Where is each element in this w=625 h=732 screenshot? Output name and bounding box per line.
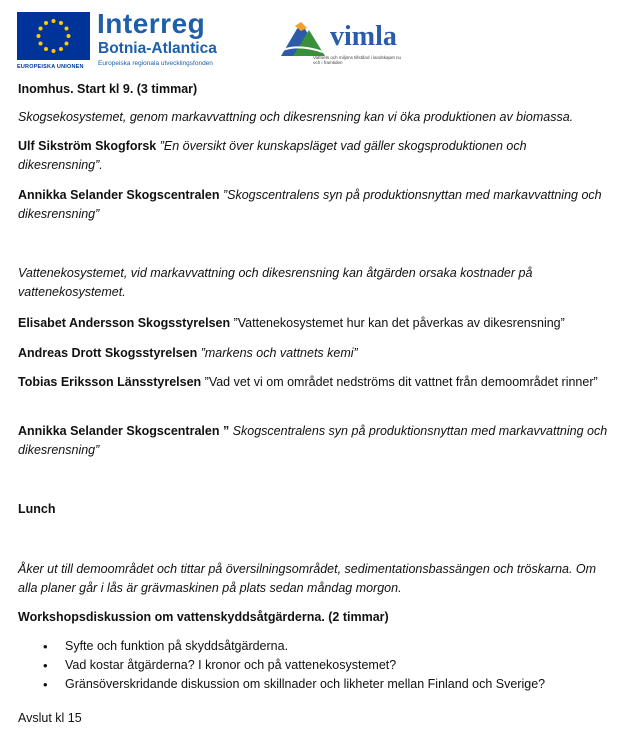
list-item: • Gränsöverskridande diskussion om skillnader och likheter mellan Finland och Sverige? bbox=[18, 675, 610, 694]
excursion-text: Åker ut till demoområdet och tittar på översilningsområdet, sedimentationsbassängen och tröskarna. Om alla planer går i lås är grävmaskinen på plats sedan måndag morgon. bbox=[18, 562, 597, 595]
talk-1-speaker: Ulf Sikström Skogforsk bbox=[18, 139, 157, 153]
talk-3-title: ”Vattenekosystemet hur kan det påverkas av dikesrensning” bbox=[230, 316, 565, 330]
talk-2-speaker: Annikka Selander Skogscentralen bbox=[18, 188, 220, 202]
session-heading: Inomhus. Start kl 9. (3 timmar) bbox=[18, 82, 198, 96]
interreg-logo-title: Interreg bbox=[97, 8, 206, 39]
talk-5-title: ”Vad vet vi om området nedströms dit vattnet från demoområdet rinner” bbox=[201, 375, 598, 389]
vimla-mountain-icon bbox=[279, 18, 335, 58]
eu-caption: EUROPEISKA UNIONEN bbox=[17, 64, 84, 70]
talk-6-title: Skogscentralens syn på produktionsnyttan med markavvattning och dikesrensning” bbox=[18, 424, 608, 457]
talk-1-title: ”En översikt över kunskapsläget vad gäller skogsproduktionen och dikesrensning”. bbox=[18, 139, 527, 172]
lunch-label: Lunch bbox=[18, 502, 56, 516]
talk-6 bbox=[18, 422, 610, 460]
talk-4 bbox=[18, 344, 610, 363]
vimla-tagline: Vattnets och miljöns tillstånd i landskapet nu och i framtiden bbox=[313, 55, 401, 65]
closing-time: Avslut kl 15 bbox=[18, 711, 82, 725]
talk-3 bbox=[18, 314, 610, 333]
workshop-list bbox=[18, 637, 610, 694]
workshop-heading: Workshopsdiskussion om vattenskyddsåtgärderna. (2 timmar) bbox=[18, 610, 389, 624]
theme-water-ecosystem: Vattenekosystemet, vid markavvattning och dikesrensning kan åtgärden orsaka kostnader på vattenekosystemet. bbox=[18, 266, 533, 299]
talk-1 bbox=[18, 137, 610, 175]
talk-2 bbox=[18, 186, 610, 224]
theme-forest-ecosystem: Skogsekosystemet, genom markavvattning och dikesrensning kan vi öka produktionen av biomassa. bbox=[18, 110, 574, 124]
eu-flag-icon bbox=[17, 12, 90, 60]
talk-6-speaker: Annikka Selander Skogscentralen ” bbox=[18, 424, 230, 438]
header-logos bbox=[17, 6, 417, 72]
vimla-logo-word: vimla bbox=[330, 21, 397, 52]
list-item: • Syfte och funktion på skyddsåtgärderna. bbox=[18, 637, 610, 656]
talk-3-speaker: Elisabet Andersson Skogsstyrelsen bbox=[18, 316, 231, 330]
talk-4-speaker: Andreas Drott Skogsstyrelsen bbox=[18, 346, 198, 360]
talk-5 bbox=[18, 373, 610, 392]
talk-2-title: ”Skogscentralens syn på produktionsnyttan med markavvattning och dikesrensning” bbox=[18, 188, 602, 221]
interreg-logo-subtitle: Botnia-Atlantica bbox=[98, 40, 217, 57]
list-item: • Vad kostar åtgärderna? I kronor och på vattenekosystemet? bbox=[18, 656, 610, 675]
talk-5-speaker: Tobias Eriksson Länsstyrelsen bbox=[18, 375, 202, 389]
talk-4-title: ”markens och vattnets kemi” bbox=[197, 346, 358, 360]
interreg-caption: Europeiska regionala utvecklingsfonden bbox=[98, 60, 213, 67]
